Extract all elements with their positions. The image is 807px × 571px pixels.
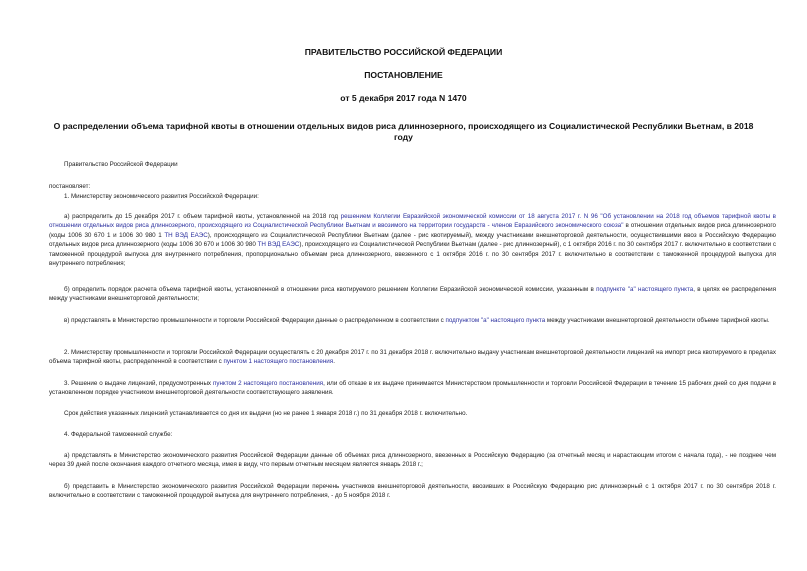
item-1b-text: , в целях ее распределения между участниками внешнеторговой деятельности; [49,286,776,303]
item-3-paragraph [49,379,776,398]
tn-ved-link[interactable]: ТН ВЭД ЕАЭС [164,231,208,239]
item-2-link[interactable]: пунктом 2 настоящего постановления [212,380,324,387]
item-2-text: 2. Министерству промышленности и торговли Российской Федерации осуществлять с 20 декабря 2017 г. по 31 декабря 2018 г. включительно выдачу участникам внешнеторговой деятельности лицензий на импорт риса квотируемого в пределах объема тарифной квоты, распределенной в соответствии с [49,349,776,366]
item-1-link[interactable]: пунктом 1 настоящего постановления [223,358,334,366]
item-1c-paragraph [49,316,776,325]
item-1a-text: ), происходящего из Социалистической Республики Вьетнам (далее - рис квотируемый), между участниками внешнеторговой деятельности, осуществившими ввоз в Российскую Федерацию отдельных видов риса длиннозерного (коды 1006 30 670 и 1006 30 980 [49,231,776,249]
document-date-number: от 5 декабря 2017 года N 1470 [340,93,467,103]
item-1a-text: в отношении отдельных видов риса длиннозерного (коды 1006 30 670 1 и 1006 30 980 1 [49,222,777,239]
tn-ved-link[interactable]: ТН ВЭД ЕАЭС [257,241,300,249]
item-3-text: , или об отказе в их выдаче принимается Министерством промышленности и торговли Российской Федерации в течение 15 рабочих дней со дня подачи в установленном порядке участником внешнеторговой деятельности соответствующего заявления. [49,380,776,397]
decision-link[interactable]: решением Коллегии Евразийской экономической комиссии от 18 августа 2017 г. N 96 "Об установлении на 2018 год объемов тарифной квоты в отношении отдельных видов риса длиннозерного, происходящего из Социалистической Республики Вьетнам и ввозимого на территории государств - членов Евразийского экономического союза" [49,213,776,230]
item-4a-paragraph: а) представлять в Министерство экономического развития Российской Федерации данные об объемах риса длиннозерного, ввезенных в Российскую Федерацию (за отчетный месяц и нарастающим итогом с начала года), - не позднее чем через 39 дней после окончания каждого отчетного месяца, имея в виду, что первым отчетным месяцем является январь 2018 г.; [49,452,776,469]
item-1c-text: между участниками внешнеторговой деятельности объеме тарифной квоты. [545,317,770,324]
item-1a-text: а) распределить до 15 декабря 2017 г. объем тарифной квоты, установленной на 2018 год [64,213,341,220]
decrees-paragraph: постановляет: [49,183,91,190]
document-type: ПОСТАНОВЛЕНИЕ [364,70,443,80]
subitem-a-link[interactable]: подпунктом "а" настоящего пункта [445,317,546,324]
government-header: ПРАВИТЕЛЬСТВО РОССИЙСКОЙ ФЕДЕРАЦИИ [304,47,503,57]
item-1a-paragraph [49,212,776,268]
item-2-text: . [333,358,335,366]
document-title: О распределении объема тарифной квоты в отношении отдельных видов риса длиннозерного, происходящего из Социалистической Республики Вьетнам, в 2018 году [53,121,754,142]
item-1b-paragraph [49,285,776,304]
item-4b-paragraph: б) представить в Министерство экономического развития Российской Федерации перечень участников внешнеторговой деятельности, ввозивших в Российскую Федерацию рис длиннозерный с 1 октября 2017 г. по 30 сентября 2018 г. включительно в соответствии с таможенной процедурой выпуска для внутреннего потребления, - до 5 ноября 2018 г. [49,483,776,500]
item-1a-text: ), происходящего из Социалистической Республики Вьетнам (далее - рис длиннозерный), с 1 октября 2016 г. по 30 сентября 2017 г. включительно в соответствии с таможенной процедурой выпуска для внутреннего потребления, пропорционально объемам риса длиннозерного, ввезенного с 1 октября 2016 г. по 30 сентября 2017 г. включительно в соответствии с таможенной процедурой выпуска для внутреннего потребления; [49,241,776,268]
issuer-paragraph: Правительство Российской Федерации [64,161,178,168]
item-1b-text: б) определить порядок расчета объема тарифной квоты, установленной в отношении риса квотируемого решением Коллегии Евразийской экономической комиссии, указанным в [64,286,597,293]
subitem-a-link[interactable]: подпункте "а" настоящего пункта [596,286,694,293]
item-4-paragraph: 4. Федеральной таможенной службе: [64,431,173,438]
item-1-paragraph: 1. Министерству экономического развития Российской Федерации: [64,193,259,200]
item-1c-text: в) представлять в Министерство промышленности и торговли Российской Федерации данные о распределенном в соответствии с [64,317,446,324]
validity-paragraph: Срок действия указанных лицензий устанавливается со дня их выдачи (но не ранее 1 января 2018 г.) по 31 декабря 2018 г. включительно. [64,410,468,417]
item-3-text: 3. Решение о выдаче лицензий, предусмотренных [64,380,213,387]
item-2-paragraph [49,348,776,367]
